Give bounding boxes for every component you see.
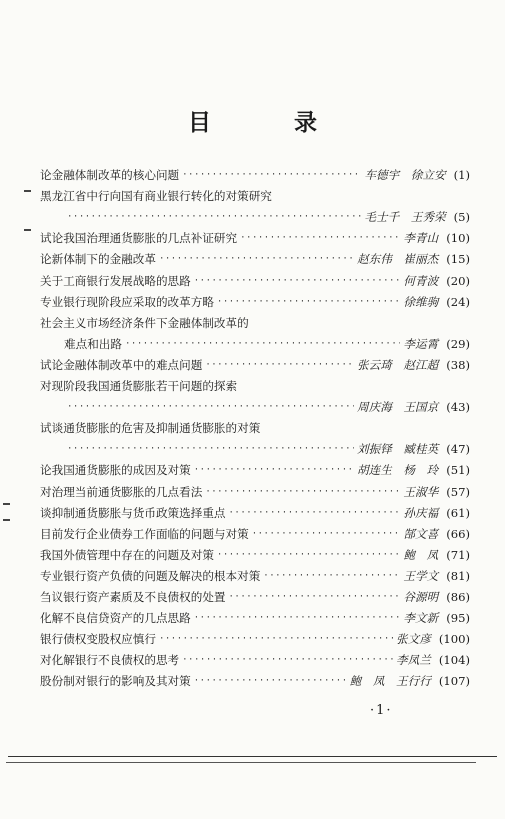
toc-entry-author: 郜文喜 [403, 526, 439, 541]
toc-entry [40, 500, 470, 521]
toc-entry-page: (104) [438, 653, 470, 668]
toc-entry [40, 183, 470, 204]
toc-entry-author: 李运霄 [403, 336, 439, 351]
margin-mark [3, 503, 10, 505]
toc-entry-title: 专业银行现阶段应采取的改革方略 [40, 294, 214, 309]
toc-entry [40, 310, 470, 331]
toc-entry [40, 204, 470, 225]
dot-leader [194, 463, 354, 478]
bottom-rule-secondary [6, 762, 476, 763]
toc-entry-author: 李文新 [403, 611, 439, 626]
toc-entry [40, 436, 470, 457]
toc-entry-title: 试论我国治理通货膨胀的几点补证研究 [40, 231, 238, 246]
toc-entry-author: 赵东伟 崔丽杰 [357, 252, 439, 267]
dot-leader [217, 295, 400, 310]
dot-leader [240, 231, 400, 246]
toc-entry [40, 647, 470, 668]
toc-entry-page: (71) [446, 547, 470, 562]
toc-entry-page: (100) [438, 632, 470, 647]
toc-entry-page: (43) [446, 400, 470, 415]
dot-leader [229, 590, 401, 605]
toc-entry [40, 521, 470, 542]
bottom-rule [8, 756, 497, 757]
toc-entry-page: (38) [446, 357, 470, 372]
dot-leader [159, 632, 393, 647]
toc-entry [40, 626, 470, 647]
toc-entry-title: 股份制对银行的影响及其对策 [40, 674, 191, 689]
toc-entry-author: 鲍 凤 [403, 547, 439, 562]
dot-leader [194, 674, 347, 689]
toc-entry-author: 刘振铎 臧桂英 [357, 442, 439, 457]
toc-entry-author: 谷源明 [403, 589, 439, 604]
dot-leader [194, 274, 401, 289]
dot-leader [125, 337, 400, 352]
toc-entry-title: 目前发行企业债券工作面临的问题与对策 [40, 526, 249, 541]
dot-leader [182, 653, 393, 668]
toc-entry-author: 周庆海 王国京 [357, 400, 439, 415]
toc-entry [40, 289, 470, 310]
dot-leader [182, 168, 361, 183]
toc-entry [40, 162, 470, 183]
toc-entry-page: (51) [446, 463, 470, 478]
toc-entry-author: 胡连生 杨 玲 [357, 463, 439, 478]
toc-entry-title: 对化解银行不良债权的思考 [40, 653, 180, 668]
toc-entry-author: 李凤兰 [396, 653, 431, 668]
toc-entry-page: (29) [446, 336, 470, 351]
toc-entry [40, 563, 470, 584]
toc-entry [40, 457, 470, 478]
margin-mark [24, 229, 31, 231]
toc-entry [40, 267, 470, 288]
toc-entry-title: 论我国通货膨胀的成因及对策 [40, 463, 191, 478]
toc-entry-page: (61) [446, 505, 470, 520]
toc-entry-title: 论金融体制改革的核心问题 [40, 168, 180, 183]
toc-entry-page: (47) [446, 442, 470, 457]
dot-leader [252, 527, 401, 542]
toc-entry-author: 王学文 [403, 568, 439, 583]
toc-entry [40, 331, 470, 352]
toc-entry [40, 668, 470, 689]
toc-entry [40, 605, 470, 626]
toc-entry-title: 化解不良信贷资产的几点思路 [40, 611, 191, 626]
toc-entry [40, 584, 470, 605]
toc-entry-author: 孙庆福 [403, 505, 439, 520]
toc-entry-author: 李青山 [403, 231, 439, 246]
toc-entry-page: (15) [446, 252, 470, 267]
toc-entry [40, 352, 470, 373]
toc-entry-page: (86) [446, 589, 470, 604]
margin-mark [24, 190, 31, 192]
dot-leader [263, 569, 400, 584]
toc-entry-page: (66) [446, 526, 470, 541]
toc-entry-author: 何青波 [403, 273, 439, 288]
toc-entry-title: 关于工商银行发展战略的思路 [40, 273, 191, 288]
toc-entry-page: (81) [446, 568, 470, 583]
toc-entry-page: (107) [438, 674, 470, 689]
toc-entry-title: 试论金融体制改革中的难点问题 [40, 357, 203, 372]
toc-entry-author: 王淑华 [403, 484, 439, 499]
toc-entry-author: 毛士千 王秀荣 [364, 210, 446, 225]
toc-entry-page: (24) [446, 294, 470, 309]
dot-leader [205, 485, 400, 500]
toc-entry-title: 论新体制下的金融改革 [40, 252, 156, 267]
margin-mark [3, 519, 10, 521]
toc-entry [40, 415, 470, 436]
dot-leader [217, 548, 400, 563]
toc-entry-title: 谈抑制通货膨胀与货币政策选择重点 [40, 505, 226, 520]
toc-entry-title: 难点和出路 [64, 336, 122, 351]
toc-entry [40, 542, 470, 563]
toc-entry-page: (5) [453, 210, 470, 225]
dot-leader [67, 400, 354, 415]
dot-leader [159, 252, 354, 267]
toc-entry-title: 刍议银行资产素质及不良债权的处置 [40, 589, 226, 604]
toc-entry [40, 373, 470, 394]
toc-entry-title: 试谈通货膨胀的危害及抑制通货膨胀的对策 [40, 421, 261, 436]
toc-entry [40, 246, 470, 267]
toc-entry-author: 鲍 凤 王行行 [349, 674, 431, 689]
toc-entry-title: 银行债权变股权应慎行 [40, 632, 156, 647]
toc-entry-title: 黑龙江省中行向国有商业银行转化的对策研究 [40, 189, 272, 204]
dot-leader [67, 442, 354, 457]
toc-entry-title: 我国外债管理中存在的问题及对策 [40, 547, 214, 562]
toc-entry-page: (1) [453, 168, 470, 183]
dot-leader [67, 210, 361, 225]
toc-entry-page: (20) [446, 273, 470, 288]
toc-entry-title: 对治理当前通货膨胀的几点看法 [40, 484, 203, 499]
page-number: ·1· [370, 703, 393, 718]
toc-entry [40, 225, 470, 246]
toc-entry-page: (95) [446, 611, 470, 626]
toc-entry-author: 车德宇 徐立安 [364, 168, 446, 183]
toc-entry-title: 对现阶段我国通货膨胀若干问题的探索 [40, 379, 238, 394]
toc-entry-author: 徐维驹 [403, 294, 439, 309]
toc-entry-author: 张文彦 [396, 632, 431, 647]
toc-entry [40, 478, 470, 499]
toc-entry-title: 社会主义市场经济条件下金融体制改革的 [40, 315, 249, 330]
table-of-contents [40, 162, 470, 689]
dot-leader [205, 358, 354, 373]
dot-leader [194, 611, 401, 626]
toc-entry-title: 专业银行资产负债的问题及解决的根本对策 [40, 568, 261, 583]
toc-entry [40, 394, 470, 415]
page-title: 目 录 [188, 109, 347, 136]
toc-entry-author: 张云琦 赵江超 [357, 357, 439, 372]
dot-leader [229, 506, 401, 521]
toc-entry-page: (57) [446, 484, 470, 499]
toc-entry-page: (10) [446, 231, 470, 246]
